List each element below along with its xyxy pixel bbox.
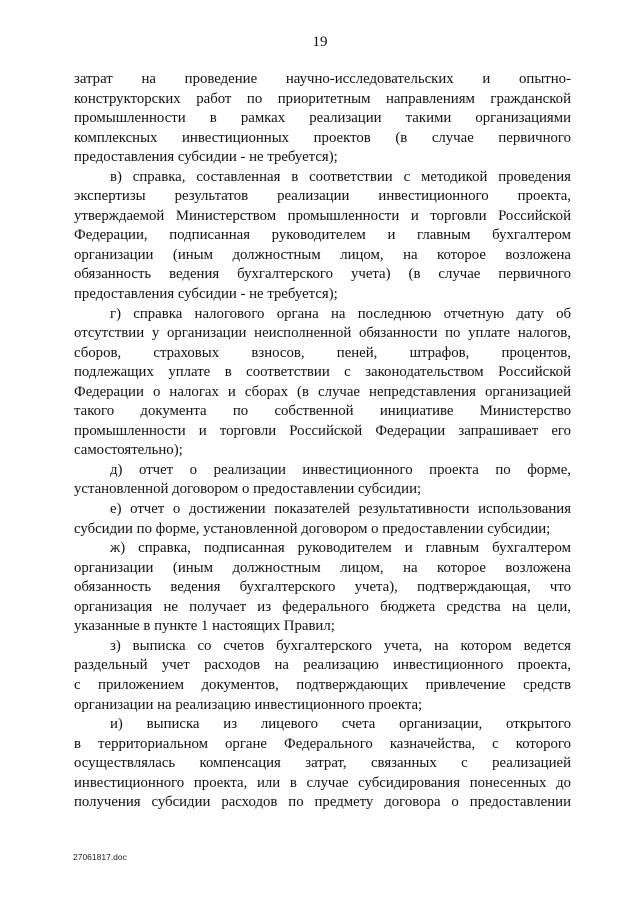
text-line: промышленности и торговли Российской Федерации запрашивает его [74, 422, 571, 439]
text-line: Федерации о налогах и сборах (в случае непредставления организацией [74, 383, 571, 400]
text-line: указанные в пункте 1 настоящих Правил; [74, 618, 335, 635]
document-body [74, 70, 571, 813]
paragraph-zh [74, 539, 571, 637]
text-line: предоставления субсидии - не требуется); [74, 286, 338, 303]
text-line: такого документа по собственной инициативе Министерство [74, 403, 571, 420]
text-line: в территориальном органе Федерального казначейства, с которого [74, 735, 571, 752]
text-line: в) справка, составленная в соответствии с методикой проведения [110, 168, 571, 185]
text-line: раздельный учет расходов на реализацию инвестиционного проекта, [74, 657, 571, 674]
text-line: организации (иным должностным лицом, на которое возложена [74, 559, 571, 576]
paragraph-g [74, 305, 571, 461]
text-line: инвестиционного проекта, или в случае субсидирования понесенных до [74, 774, 571, 791]
paragraph-continued [74, 70, 571, 168]
text-line: сборов, страховых взносов, пеней, штрафов, процентов, [74, 344, 571, 361]
text-line: экспертизы результатов реализации инвестиционного проекта, [74, 188, 571, 205]
text-line: е) отчет о достижении показателей результативности использования [110, 501, 571, 518]
text-line: и) выписка из лицевого счета организации, открытого [110, 716, 571, 733]
text-line: ж) справка, подписанная руководителем и главным бухгалтером [110, 540, 571, 557]
page-number: 19 [312, 34, 328, 50]
text-line: комплексных инвестиционных проектов (в случае первичного [74, 129, 571, 146]
text-line: отсутствии у организации неисполненной обязанности по уплате налогов, [74, 325, 571, 342]
text-line: д) отчет о реализации инвестиционного проекта по форме, [110, 461, 571, 478]
text-line: организация не получает из федерального бюджета средства на цели, [74, 598, 571, 615]
text-line: субсидии по форме, установленной договором о предоставлении субсидии; [74, 520, 551, 537]
text-line: затрат на проведение научно-исследовательских и опытно- [74, 71, 571, 87]
text-line: с приложением документов, подтверждающих привлечение средств [74, 676, 571, 693]
paragraph-v [74, 168, 571, 305]
paragraph-d [74, 461, 571, 500]
document-file-code: 27061817.doc [73, 852, 127, 862]
text-line: предоставления субсидии - не требуется); [74, 149, 338, 166]
paragraph-z [74, 637, 571, 715]
text-line: Федерации, подписанная руководителем и главным бухгалтером [74, 227, 571, 244]
text-line: конструкторских работ по приоритетным направлениям гражданской [74, 90, 571, 107]
text-line: самостоятельно); [74, 442, 183, 459]
text-line: промышленности в рамках реализации такими организациями [74, 110, 571, 127]
text-line: г) справка налогового органа на последнюю отчетную дату об [110, 305, 571, 322]
text-line: подлежащих уплате в соответствии с законодательством Российской [74, 364, 571, 381]
text-line: получения субсидии расходов по предмету договора о предоставлении [74, 794, 571, 811]
text-line: утверждаемой Министерством промышленности и торговли Российской [74, 207, 571, 224]
text-line: обязанность ведения бухгалтерского учета) (в случае первичного [74, 266, 571, 283]
text-line: з) выписка со счетов бухгалтерского учета, на котором ведется [110, 637, 571, 654]
text-line: обязанность ведения бухгалтерского учета), подтверждающая, что [74, 579, 571, 596]
paragraph-i [74, 715, 571, 813]
text-line: организации на реализацию инвестиционного проекта; [74, 696, 423, 713]
text-line: установленной договором о предоставлении субсидии; [74, 481, 422, 498]
text-line: организации (иным должностным лицом, на которое возложена [74, 246, 571, 263]
paragraph-e [74, 500, 571, 539]
text-line: осуществлялась компенсация затрат, связанных с реализацией [74, 755, 571, 772]
